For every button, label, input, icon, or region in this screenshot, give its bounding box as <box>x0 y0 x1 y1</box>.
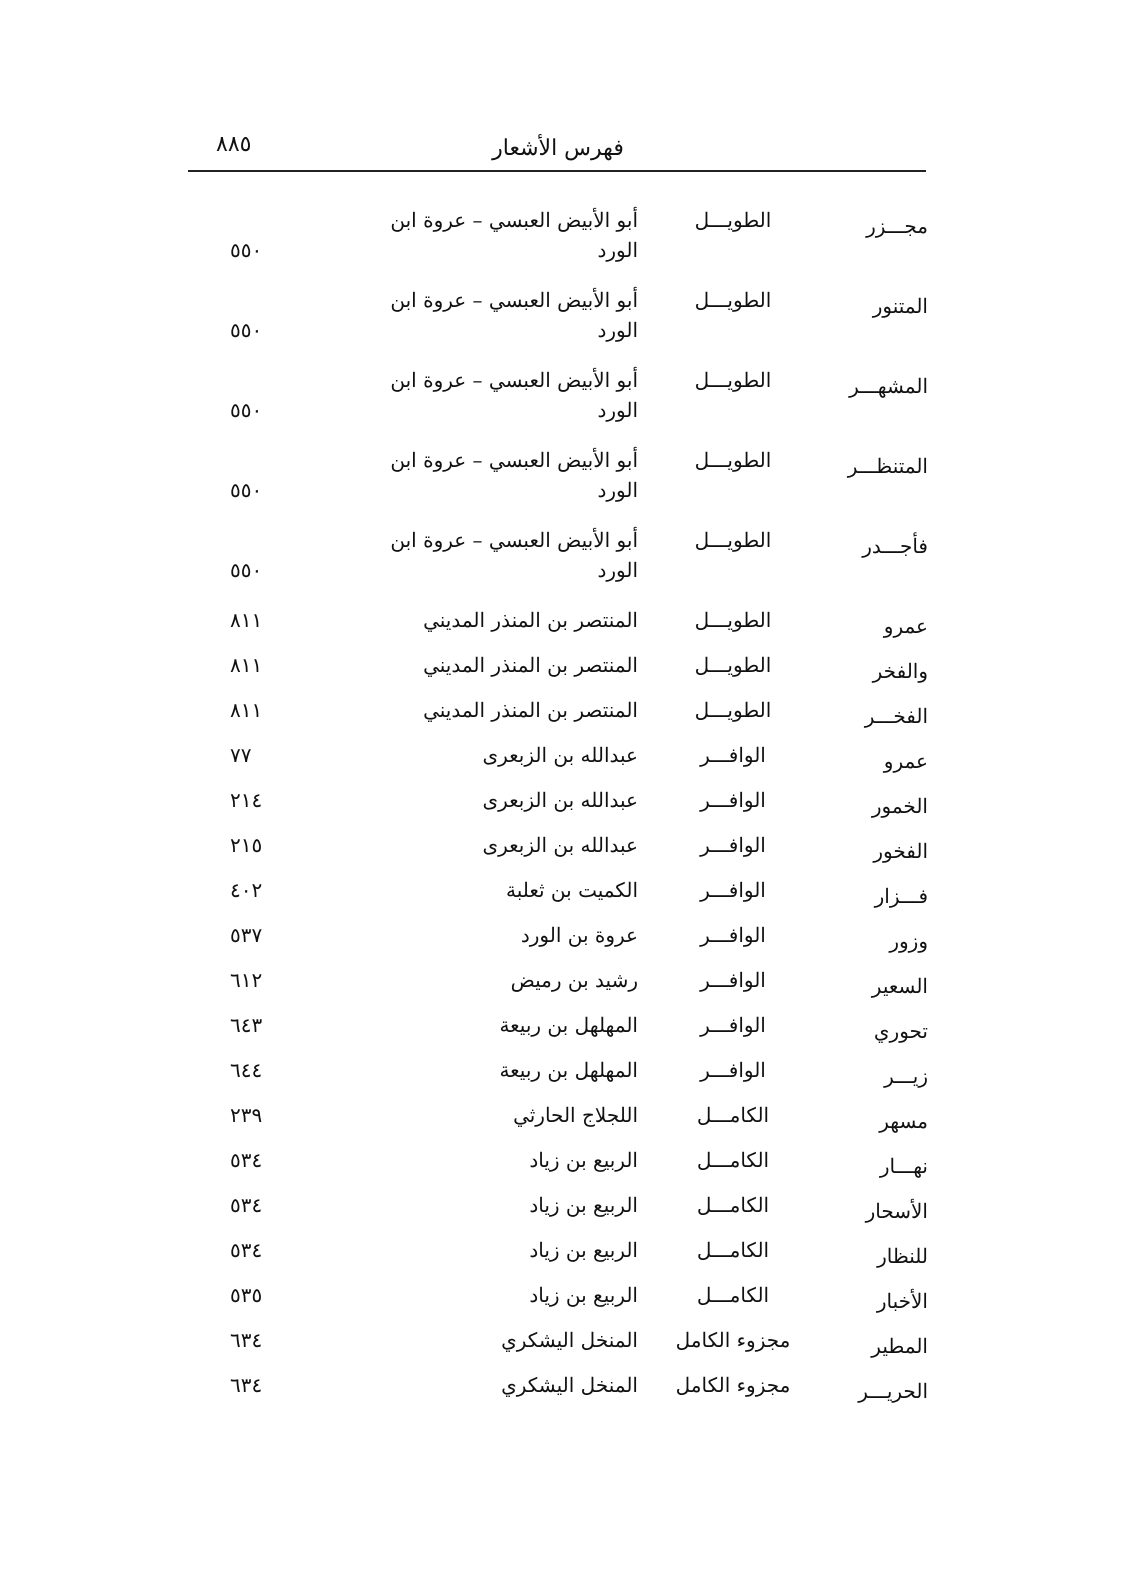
poet-cell: المهلهل بن ربيعة <box>499 1013 638 1037</box>
index-row <box>200 740 928 785</box>
rhyme-cell: مجـــزر <box>866 214 928 238</box>
index-row <box>200 365 928 445</box>
page-ref-cell: ٥٣٤ <box>230 1238 263 1262</box>
index-row <box>200 285 928 365</box>
page-ref-cell: ٨١١ <box>230 698 263 722</box>
index-row <box>200 650 928 695</box>
index-row <box>200 1055 928 1100</box>
rhyme-cell: الفخور <box>873 839 928 863</box>
rhyme-cell: وزور <box>889 929 928 953</box>
page-number: ٨٨٥ <box>216 132 252 157</box>
index-row <box>200 920 928 965</box>
meter-cell: الوافـــر <box>700 788 766 812</box>
page-ref-cell: ٨١١ <box>230 608 263 632</box>
page-ref-cell: ٥٣٧ <box>230 923 263 947</box>
meter-cell: الوافـــر <box>700 968 766 992</box>
rhyme-cell: عمرو <box>883 749 928 773</box>
poet-cell: المنتصر بن المنذر المديني <box>423 698 638 722</box>
poet-cell: الربيع بن زياد <box>529 1148 638 1172</box>
meter-cell: الكامـــل <box>696 1103 770 1127</box>
meter-cell: الوافـــر <box>700 743 766 767</box>
poet-cell: المنخل اليشكري <box>501 1328 638 1352</box>
rhyme-cell: المتنظـــر <box>847 454 928 478</box>
poet-cell: المهلهل بن ربيعة <box>499 1058 638 1082</box>
poet-cell: الربيع بن زياد <box>529 1238 638 1262</box>
rhyme-cell: المطير <box>871 1334 928 1358</box>
meter-cell: الكامـــل <box>696 1193 770 1217</box>
meter-cell: الطويـــل <box>694 288 772 312</box>
poet-cell: أبو الأبيض العبسي – عروة ابن الورد <box>390 368 638 422</box>
poet-cell: المنتصر بن المنذر المديني <box>423 653 638 677</box>
page-ref-cell: ٢٣٩ <box>230 1103 263 1127</box>
rhyme-cell: الخمور <box>871 794 928 818</box>
rhyme-cell: فأجـــدر <box>862 534 928 558</box>
meter-cell: الكامـــل <box>696 1148 770 1172</box>
meter-cell: الطويـــل <box>694 528 772 552</box>
rhyme-cell: الأسحار <box>865 1199 928 1223</box>
poet-cell: رشيد بن رميض <box>510 968 638 992</box>
index-row <box>200 965 928 1010</box>
poet-cell: عبدالله بن الزبعرى <box>482 833 638 857</box>
page-ref-cell: ٥٣٥ <box>230 1283 263 1307</box>
page-ref-cell: ٢١٥ <box>230 833 263 857</box>
poet-cell: أبو الأبيض العبسي – عروة ابن الورد <box>390 208 638 262</box>
index-row <box>200 1190 928 1235</box>
poet-cell: أبو الأبيض العبسي – عروة ابن الورد <box>390 448 638 502</box>
poet-cell: عروة بن الورد <box>520 923 638 947</box>
rhyme-cell: مسهر <box>879 1109 928 1133</box>
rhyme-cell: فـــزار <box>874 884 928 908</box>
page-ref-cell: ٦٤٣ <box>230 1013 263 1037</box>
poet-cell: الربيع بن زياد <box>529 1193 638 1217</box>
rhyme-cell: نهـــار <box>879 1154 928 1178</box>
page-ref-cell: ٨١١ <box>230 653 263 677</box>
meter-cell: الطويـــل <box>694 653 772 677</box>
rhyme-cell: الفخـــر <box>864 704 928 728</box>
meter-cell: مجزوء الكامل <box>675 1373 791 1397</box>
rhyme-cell: الحريـــر <box>858 1379 928 1403</box>
poet-cell: أبو الأبيض العبسي – عروة ابن الورد <box>390 528 638 582</box>
page-ref-cell: ٦٤٤ <box>230 1058 263 1082</box>
page-ref-cell: ٥٣٤ <box>230 1193 263 1217</box>
meter-cell: الوافـــر <box>700 878 766 902</box>
rhyme-cell: والفخر <box>872 659 928 683</box>
meter-cell: الوافـــر <box>700 923 766 947</box>
index-row <box>200 875 928 920</box>
index-row <box>200 695 928 740</box>
poet-cell: اللجلاج الحارثي <box>513 1103 638 1127</box>
page-ref-cell: ٦٣٤ <box>230 1328 263 1352</box>
rhyme-cell: السعير <box>871 974 928 998</box>
index-row <box>200 1370 928 1415</box>
meter-cell: الوافـــر <box>700 1013 766 1037</box>
meter-cell: الطويـــل <box>694 448 772 472</box>
index-row <box>200 605 928 650</box>
page-ref-cell: ٤٠٢ <box>230 878 263 902</box>
meter-cell: الطويـــل <box>694 208 772 232</box>
poet-cell: عبدالله بن الزبعرى <box>482 743 638 767</box>
poet-cell: المنتصر بن المنذر المديني <box>423 608 638 632</box>
poet-cell: عبدالله بن الزبعرى <box>482 788 638 812</box>
page-title: فهرس الأشعار <box>492 136 624 161</box>
index-row <box>200 1145 928 1190</box>
meter-cell: الوافـــر <box>700 833 766 857</box>
meter-cell: الكامـــل <box>696 1238 770 1262</box>
rhyme-cell: المشهـــر <box>849 374 928 398</box>
index-row <box>200 1100 928 1145</box>
rhyme-cell: للنظار <box>877 1244 928 1268</box>
page-ref-cell: ٥٥٠ <box>230 238 263 262</box>
meter-cell: الطويـــل <box>694 608 772 632</box>
index-row <box>200 1010 928 1055</box>
page-ref-cell: ٧٧ <box>230 743 252 767</box>
header-rule <box>188 170 926 172</box>
poet-cell: المنخل اليشكري <box>501 1373 638 1397</box>
index-row <box>200 525 928 605</box>
page-ref-cell: ٢١٤ <box>230 788 263 812</box>
poet-cell: أبو الأبيض العبسي – عروة ابن الورد <box>390 288 638 342</box>
rhyme-cell: تحوري <box>873 1019 928 1043</box>
page-ref-cell: ٥٥٠ <box>230 478 263 502</box>
poet-cell: الربيع بن زياد <box>529 1283 638 1307</box>
rhyme-cell: عمرو <box>883 614 928 638</box>
index-row <box>200 205 928 285</box>
rhyme-cell: زيـــر <box>884 1064 928 1088</box>
page-header <box>188 130 926 174</box>
meter-cell: الطويـــل <box>694 698 772 722</box>
rhyme-cell: الأخبار <box>876 1289 928 1313</box>
index-row <box>200 1280 928 1325</box>
page-ref-cell: ٥٥٠ <box>230 398 263 422</box>
meter-cell: الوافـــر <box>700 1058 766 1082</box>
page-ref-cell: ٥٣٤ <box>230 1148 263 1172</box>
index-row <box>200 830 928 875</box>
meter-cell: الطويـــل <box>694 368 772 392</box>
page-ref-cell: ٦٣٤ <box>230 1373 263 1397</box>
poetry-index-table <box>200 205 928 1415</box>
page-ref-cell: ٥٥٠ <box>230 318 263 342</box>
index-row <box>200 445 928 525</box>
meter-cell: الكامـــل <box>696 1283 770 1307</box>
poet-cell: الكميت بن ثعلبة <box>505 878 638 902</box>
rhyme-cell: المتنور <box>872 294 928 318</box>
index-row <box>200 785 928 830</box>
index-row <box>200 1235 928 1280</box>
page-ref-cell: ٥٥٠ <box>230 558 263 582</box>
index-row <box>200 1325 928 1370</box>
meter-cell: مجزوء الكامل <box>675 1328 791 1352</box>
page-ref-cell: ٦١٢ <box>230 968 263 992</box>
